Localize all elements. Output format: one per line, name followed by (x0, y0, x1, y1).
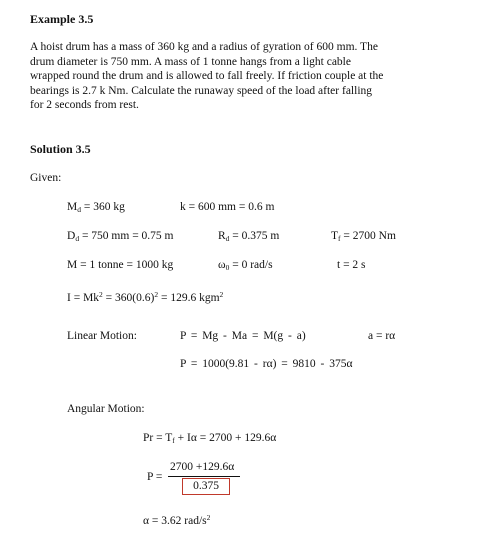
example-title: Example 3.5 (30, 12, 94, 26)
inertia-exponent: 2 (154, 290, 159, 299)
linear-equation-1: P = Mg - Ma = M(g - a) (180, 330, 306, 342)
given-drum-diameter-subscript: d (75, 234, 80, 243)
given-drum-mass (67, 200, 125, 217)
problem-line: A hoist drum has a mass of 360 kg and a radius of gyration of 600 mm. The (30, 41, 378, 53)
inertia-part: I = Mk (67, 292, 100, 304)
given-omega-value: = 0 rad/s (229, 259, 273, 271)
linear-equation-2: P = 1000(9.81 - rα) = 9810 - 375α (180, 358, 353, 370)
given-time: t = 2 s (337, 259, 366, 271)
given-friction-couple-value: = 2700 Nm (340, 230, 396, 242)
problem-line: wrapped round the drum and is allowed to fall freely. If friction couple at the (30, 70, 384, 83)
result-exponent: 2 (206, 513, 211, 522)
given-drum-radius (218, 229, 279, 246)
given-omega-symbol: ω (218, 259, 226, 271)
problem-line: bearings is 2.7 k Nm. Calculate the runaway speed of the load after falling (30, 84, 373, 97)
solution-title: Solution 3.5 (30, 142, 91, 156)
inertia-exponent: 2 (219, 290, 224, 299)
result-value: α = 3.62 rad/s (143, 515, 207, 527)
moment-of-inertia (67, 287, 223, 306)
given-drum-mass-symbol: M (67, 201, 78, 213)
given-label: Given: (30, 172, 62, 184)
given-omega-subscript: 0 (225, 263, 230, 272)
linear-angular-relation: a = rα (368, 330, 396, 342)
angular-eq-subscript: f (172, 436, 175, 445)
given-drum-diameter-value: = 750 mm = 0.75 m (79, 230, 174, 242)
given-drum-radius-value: = 0.375 m (229, 230, 280, 242)
given-drum-diameter (67, 229, 174, 246)
linear-motion-label: Linear Motion: (67, 330, 137, 342)
inertia-exponent: 2 (99, 290, 103, 299)
fraction-numerator: 2700 +129.6α (170, 461, 235, 473)
given-load-mass: M = 1 tonne = 1000 kg (67, 259, 174, 271)
fraction-bar (168, 476, 240, 477)
given-friction-couple-subscript: f (338, 234, 341, 243)
given-initial-angular-velocity (218, 258, 273, 275)
given-drum-radius-subscript: d (225, 234, 230, 243)
given-drum-mass-subscript: d (77, 205, 81, 214)
given-drum-mass-value: = 360 kg (80, 201, 125, 213)
fraction-denominator-boxed: 0.375 (182, 478, 230, 495)
p-label: P = (147, 471, 163, 483)
angular-eq-part: Pr = T (143, 432, 173, 444)
inertia-part: = 129.6 kgm (158, 292, 220, 304)
given-drum-radius-symbol: R (218, 230, 226, 242)
inertia-part: = 360(0.6) (102, 292, 155, 304)
problem-statement (30, 40, 450, 113)
problem-line: for 2 seconds from rest. (30, 99, 139, 112)
angular-equation (143, 431, 276, 448)
given-friction-couple-symbol: T (331, 230, 339, 242)
problem-line: drum diameter is 750 mm. A mass of 1 tonne hangs from a light cable (30, 55, 351, 68)
given-drum-diameter-symbol: D (67, 230, 76, 242)
angular-motion-label: Angular Motion: (67, 403, 145, 415)
given-friction-couple (331, 229, 396, 246)
angular-acceleration-result (143, 510, 210, 529)
given-radius-of-gyration: k = 600 mm = 0.6 m (180, 201, 275, 213)
angular-eq-part: + Iα = 2700 + 129.6α (174, 432, 277, 444)
